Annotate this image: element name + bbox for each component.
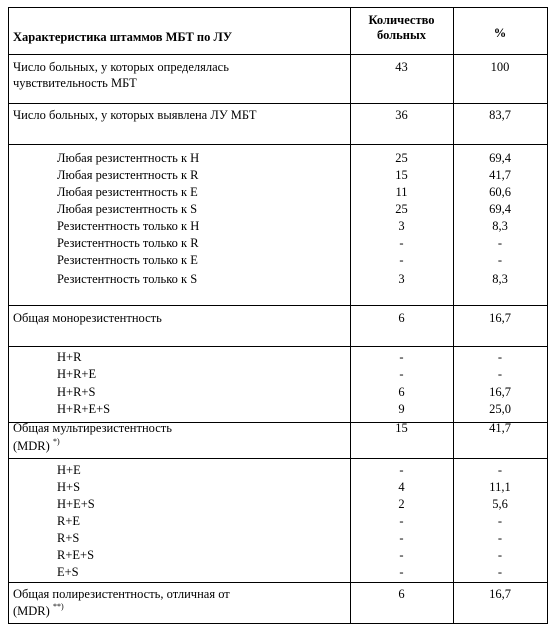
combo-count: -: [399, 350, 404, 364]
mdr-label-line2: [13, 439, 60, 454]
poly-count: 6: [398, 587, 405, 601]
header-percent: %: [493, 26, 507, 40]
mono-percent: 16,7: [489, 311, 511, 325]
sens-label-line2: чувствительность МБТ: [13, 76, 137, 90]
mdr-abbrev: (MDR): [13, 439, 50, 453]
res-label: Любая резистентность к R: [57, 168, 199, 182]
lu-count: 36: [395, 108, 408, 122]
row-divider: [9, 458, 547, 459]
combo-label: H+S: [57, 480, 81, 494]
combo-label: R+S: [57, 531, 80, 545]
combo-count: -: [399, 463, 404, 477]
res-count: 25: [395, 202, 408, 216]
combo-count: -: [399, 531, 404, 545]
combo-count: -: [399, 548, 404, 562]
mono-label: Общая монорезистентность: [13, 311, 162, 325]
res-percent: -: [497, 253, 503, 267]
combo-count: 6: [398, 385, 405, 399]
sens-label-line1: Число больных, у которых определялась: [13, 60, 229, 74]
row-divider: [9, 346, 547, 347]
res-percent: 41,7: [489, 168, 511, 182]
combo-percent: -: [497, 565, 503, 579]
combo-percent: -: [497, 548, 503, 562]
res-percent: 8,3: [492, 219, 508, 233]
resistance-table: [8, 7, 548, 624]
res-count: 3: [398, 272, 405, 286]
combo-label: H+R: [57, 350, 82, 364]
combo-label: H+E: [57, 463, 81, 477]
combo-percent: 5,6: [492, 497, 508, 511]
row-divider: [9, 305, 547, 306]
res-label: Любая резистентность к Е: [57, 185, 198, 199]
poly-label-line2: [13, 604, 64, 619]
res-percent: 60,6: [489, 185, 511, 199]
combo-percent: 16,7: [489, 385, 511, 399]
mdr-footnote-mark: *): [52, 437, 60, 446]
combo-percent: -: [497, 531, 503, 545]
res-label: Любая резистентность к S: [57, 202, 198, 216]
poly-label-line1: Общая полирезистентность, отличная от: [13, 587, 230, 601]
res-count: -: [399, 253, 404, 267]
poly-abbrev: (MDR): [13, 604, 50, 618]
res-percent: 69,4: [489, 151, 511, 165]
header-count-line2: больных: [376, 28, 426, 42]
sens-percent: 100: [490, 60, 510, 74]
combo-count: 2: [398, 497, 405, 511]
res-label: Любая резистентность к Н: [57, 151, 200, 165]
res-label: Резистентность только к Н: [57, 219, 200, 233]
combo-count: -: [399, 565, 404, 579]
res-count: 15: [395, 168, 408, 182]
res-percent: -: [497, 236, 503, 250]
res-label: Резистентность только к R: [57, 236, 199, 250]
row-divider: [9, 103, 547, 104]
combo-label: H+R+S: [57, 385, 96, 399]
combo-label: H+R+E: [57, 367, 97, 381]
lu-label: Число больных, у которых выявлена ЛУ МБТ: [13, 108, 257, 122]
row-divider: [9, 582, 547, 583]
combo-count: 4: [398, 480, 405, 494]
res-count: -: [399, 236, 404, 250]
sens-count: 43: [395, 60, 408, 74]
combo-percent: -: [497, 514, 503, 528]
combo-label: H+R+E+S: [57, 402, 111, 416]
combo-label: E+S: [57, 565, 79, 579]
mdr-count: 15: [395, 421, 408, 435]
combo-percent: 25,0: [489, 402, 511, 416]
combo-count: -: [399, 514, 404, 528]
combo-label: R+E: [57, 514, 81, 528]
res-count: 25: [395, 151, 408, 165]
header-count-line1: Количество: [368, 13, 435, 27]
mdr-percent: 41,7: [489, 421, 511, 435]
res-label: Резистентность только к S: [57, 272, 198, 286]
combo-label: H+E+S: [57, 497, 95, 511]
combo-percent: 11,1: [489, 480, 511, 494]
combo-percent: -: [497, 367, 503, 381]
lu-percent: 83,7: [489, 108, 511, 122]
mono-count: 6: [398, 311, 405, 325]
combo-count: 9: [398, 402, 405, 416]
combo-percent: -: [497, 463, 503, 477]
res-label: Резистентность только к Е: [57, 253, 198, 267]
res-count: 11: [395, 185, 408, 199]
poly-footnote-mark: **): [52, 602, 64, 611]
combo-percent: -: [497, 350, 503, 364]
header-characteristic: Характеристика штаммов МБТ по ЛУ: [13, 30, 233, 44]
poly-percent: 16,7: [489, 587, 511, 601]
mdr-label-line1: Общая мультирезистентность: [13, 421, 172, 435]
res-count: 3: [398, 219, 405, 233]
row-divider: [9, 54, 547, 55]
combo-count: -: [399, 367, 404, 381]
res-percent: 69,4: [489, 202, 511, 216]
combo-label: R+E+S: [57, 548, 95, 562]
res-percent: 8,3: [492, 272, 508, 286]
row-divider: [9, 144, 547, 145]
